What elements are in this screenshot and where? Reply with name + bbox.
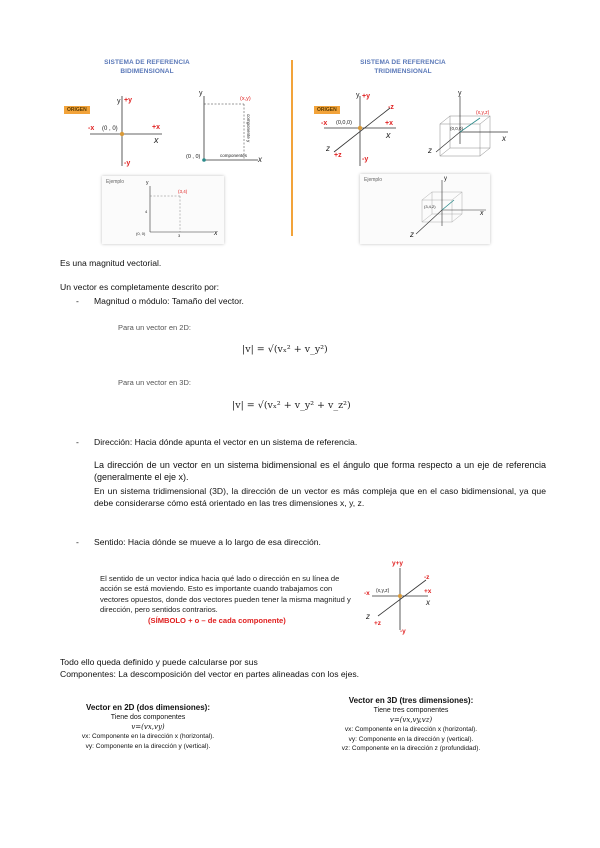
example-3d-label: Ejemplo bbox=[364, 177, 383, 183]
graph2-vertical-label: componente y bbox=[246, 114, 251, 143]
sentido-symbol: (SÍMBOLO + o – de cada componente) bbox=[148, 615, 286, 625]
origin-tag-3d: ORIGEN bbox=[314, 106, 340, 114]
direccion-text: Dirección: Hacia dónde apunta el vector en un sistema de referencia. bbox=[94, 437, 358, 447]
graph2-horizontal-label: componentes bbox=[220, 153, 248, 158]
axis-y-label-3d: y bbox=[356, 92, 360, 99]
sentido-box-text: El sentido de un vector indica hacia qué lado o dirección en su línea de acción se está moviendo. Esto es importante cuando trabajamos con vectores opuestos, donde dos vectores pueden tener la misma magnitud y dirección, pero sentidos contrarios. bbox=[100, 574, 351, 615]
todo-text: Todo ello queda definido y puede calcularse por sus bbox=[60, 657, 258, 667]
origin-tag: ORIGEN bbox=[64, 106, 90, 114]
comp-3d-line5: vz: Componente en la dirección z (profundidad). bbox=[341, 745, 481, 752]
plus-z-label-3d: +z bbox=[334, 152, 342, 159]
plus-y-label-3d: +y bbox=[362, 93, 370, 100]
formula-2d: |v| = √(vₓ² + v_y²) bbox=[242, 344, 328, 355]
graph2-origin: (0 , 0) bbox=[186, 154, 201, 160]
example-x: x bbox=[214, 230, 218, 237]
axis-x-label: x bbox=[154, 135, 159, 145]
origin-point bbox=[120, 132, 124, 136]
example-point: (3,4) bbox=[178, 189, 188, 194]
origin-coords-3d: (0,0,0) bbox=[336, 120, 352, 126]
comp-3d-line1: Tiene tres componentes bbox=[373, 707, 449, 714]
example-tick: 4 bbox=[145, 209, 148, 214]
example-2d-box bbox=[102, 176, 224, 244]
formula-3d: |v| = √(vₓ² + v_y² + v_z²) bbox=[232, 400, 351, 411]
sentido-minus-z: -z bbox=[424, 574, 430, 581]
example-3d-box bbox=[360, 174, 490, 244]
origin-coords: (0 , 0) bbox=[102, 126, 118, 132]
bullet-dash: - bbox=[76, 296, 79, 306]
sentido-point: (x,y,z) bbox=[376, 588, 390, 594]
minus-y-label-3d: -y bbox=[362, 156, 369, 163]
para-2d-label: Para un vector en 2D: bbox=[118, 323, 191, 332]
intro-text-2: Un vector es completamente descrito por: bbox=[60, 282, 220, 292]
para-3d-label: Para un vector en 3D: bbox=[118, 378, 191, 387]
plus-x-label-3d: +x bbox=[385, 120, 393, 127]
magnitud-text: Magnitud o módulo: Tamaño del vector. bbox=[94, 296, 244, 306]
direccion-red-text: La dirección de un vector en un sistema bidimensional es el ángulo que forma respecto a un eje de referencia (generalmente el eje x). bbox=[94, 460, 546, 482]
minus-x-label-3d: -x bbox=[321, 120, 328, 127]
axis-y-label: y bbox=[117, 98, 121, 105]
cube-point: (x,y,z) bbox=[476, 110, 490, 116]
diagram-2d bbox=[62, 56, 262, 246]
axis-x-label-3d: x bbox=[386, 130, 391, 140]
example-y: y bbox=[146, 180, 149, 186]
graph2-y-label: y bbox=[199, 90, 203, 97]
comp-3d-line2: v=(vx,vy,vz) bbox=[389, 715, 433, 724]
cube-x-label: x bbox=[502, 134, 506, 143]
cube-origin: (0,0,0) bbox=[450, 126, 464, 131]
comp-3d-line3: vx: Componente en la dirección x (horizontal). bbox=[344, 726, 478, 733]
axis-z-label-3d: z bbox=[326, 144, 330, 153]
diagram-3d bbox=[312, 56, 512, 246]
cube-z-label: z bbox=[428, 146, 432, 155]
plus-x-label: +x bbox=[152, 124, 160, 131]
sentido-box bbox=[100, 574, 352, 626]
components-3d bbox=[326, 696, 496, 754]
example-3d-y: y bbox=[444, 176, 447, 182]
example-3d-x: x bbox=[480, 210, 484, 217]
comp-2d-line4: vy: Componente en la dirección y (vertical). bbox=[85, 742, 211, 750]
example-label: Ejemplo bbox=[106, 179, 125, 185]
comp-2d-line3: vx: Componente en la dirección x (horizontal). bbox=[81, 733, 215, 740]
example-origin: (0, 0) bbox=[136, 231, 146, 236]
comp-2d-title: Vector en 2D (dos dimensiones): bbox=[85, 703, 211, 712]
bullet-dash: - bbox=[76, 437, 79, 447]
intro-text: Es una magnitud vectorial. bbox=[60, 258, 162, 268]
comp-2d-line2: v=(vx,vy) bbox=[131, 722, 165, 731]
comp-3d-title: Vector en 3D (tres dimensiones): bbox=[348, 696, 474, 705]
sentido-z: z bbox=[366, 612, 370, 621]
sentido-plus-z: +z bbox=[374, 620, 382, 627]
diagram-2d-title: SISTEMA DE REFERENCIA BIDIMENSIONAL bbox=[104, 59, 190, 75]
componentes-text: Componentes: La descomposición del vector en partes alineadas con los ejes. bbox=[60, 669, 360, 679]
comp-2d-line1: Tiene dos componentes bbox=[110, 714, 186, 721]
minus-x-label: -x bbox=[88, 125, 95, 132]
bullet-dash: - bbox=[76, 537, 79, 547]
graph2-x-label: x bbox=[258, 155, 262, 164]
diagram-3d-title: SISTEMA DE REFERENCIA TRIDIMENSIONAL bbox=[360, 59, 446, 75]
minus-z-label-3d: -z bbox=[388, 104, 394, 111]
minus-y-label: -y bbox=[124, 160, 131, 167]
plus-y-label: +y bbox=[124, 97, 132, 104]
sentido-diagram bbox=[356, 560, 446, 640]
components-2d bbox=[68, 703, 228, 751]
example-3d-point: (3,4,2) bbox=[424, 204, 436, 209]
sentido-minus-y: -y bbox=[400, 628, 406, 635]
cube-y-label: y bbox=[458, 90, 462, 97]
example-3d-z: z bbox=[410, 230, 414, 239]
direccion-3d-text: En un sistema tridimensional (3D), la dirección de un vector es más compleja que en el caso bidimensional, ya que debe considerarse cómo está orientado en las tres dimensiones x, y, z. bbox=[94, 486, 546, 508]
comp-3d-line4: vy: Componente en la dirección y (vertical). bbox=[348, 735, 474, 743]
sentido-plus-x: +x bbox=[424, 588, 432, 595]
example-x-tick: 3 bbox=[178, 233, 181, 238]
sentido-text: Sentido: Hacia dónde se mueve a lo largo de esa dirección. bbox=[94, 537, 321, 547]
panel-divider bbox=[291, 60, 293, 236]
sentido-x: x bbox=[426, 598, 430, 607]
sentido-plus-y: y+y bbox=[392, 560, 404, 567]
graph2-point: (x,y) bbox=[240, 96, 251, 102]
sentido-minus-x: -x bbox=[364, 590, 370, 597]
